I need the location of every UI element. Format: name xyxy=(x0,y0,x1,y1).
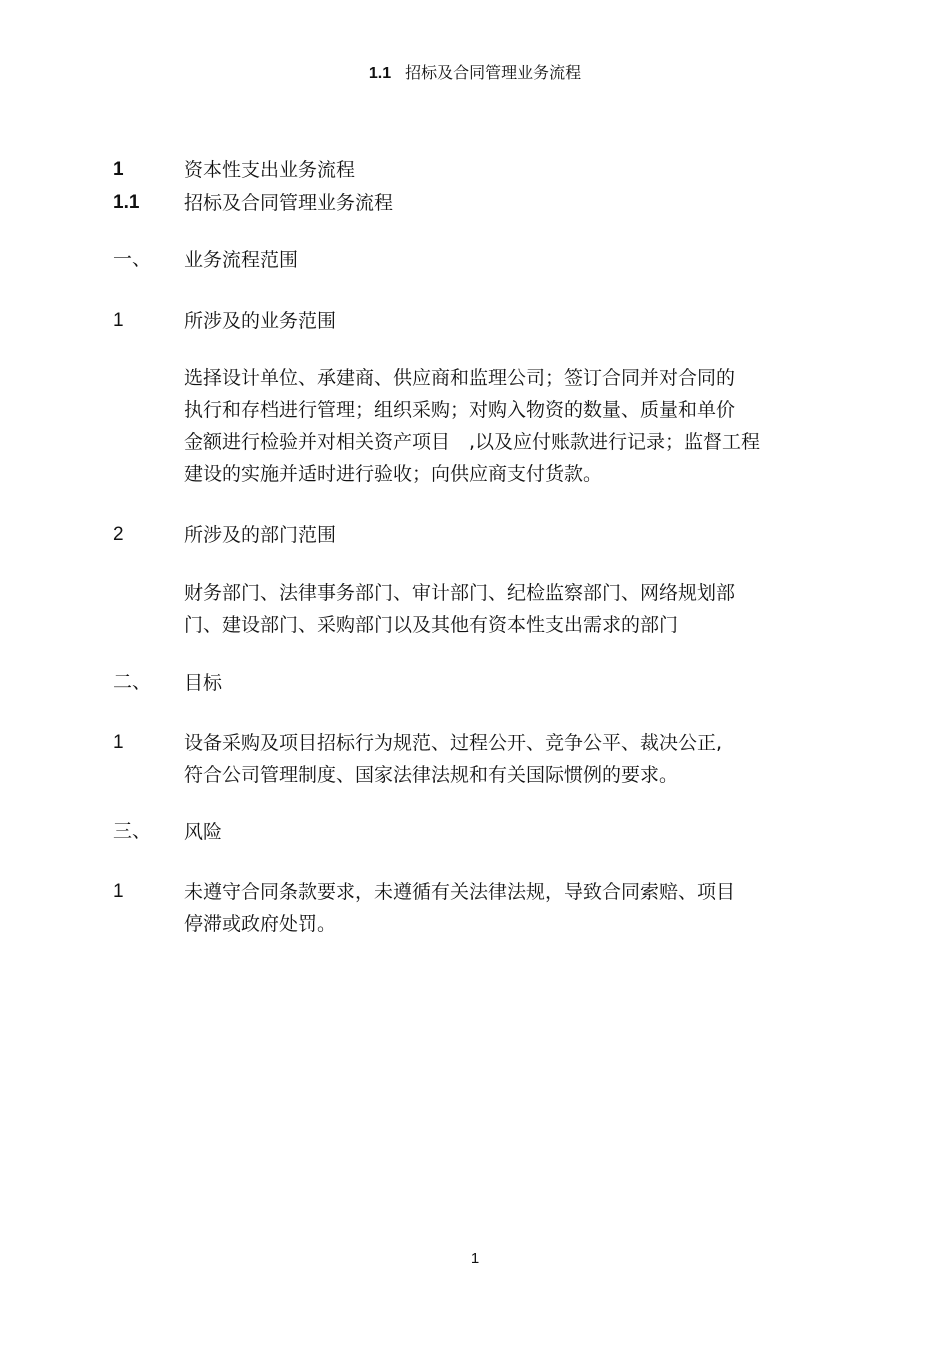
risk-1-continuation xyxy=(184,908,834,940)
risk-1-line: 未遵守合同条款要求，未遵循有关法律法规，导致合同索赔、项目 xyxy=(184,881,736,903)
goal-1-continuation xyxy=(184,759,834,791)
part-3-number: 三、 xyxy=(113,821,152,842)
part-2-number: 二、 xyxy=(113,672,152,693)
department-scope-paragraph xyxy=(184,577,834,641)
item-1-number: 1 xyxy=(113,310,124,331)
section-1-title: 资本性支出业务流程 xyxy=(184,159,356,181)
header-title: 招标及合同管理业务流程 xyxy=(405,63,582,82)
business-scope-paragraph xyxy=(184,362,834,490)
page-header xyxy=(0,62,950,85)
section-1-number: 1 xyxy=(113,159,124,180)
paragraph-line: 符合公司管理制度、国家法律法规和有关国际惯例的要求。 xyxy=(184,764,679,786)
paragraph-line: 门、建设部门、采购部门以及其他有资本性支出需求的部门 xyxy=(184,614,679,636)
item-2-title: 所涉及的部门范围 xyxy=(184,524,337,546)
paragraph-line: 财务部门、法律事务部门、审计部门、纪检监察部门、网络规划部 xyxy=(184,582,736,604)
page-number: 1 xyxy=(470,1250,480,1267)
section-1-1-number: 1.1 xyxy=(113,192,140,213)
part-1-title: 业务流程范围 xyxy=(184,249,299,271)
item-2-number: 2 xyxy=(113,524,124,545)
paragraph-line: 停滞或政府处罚。 xyxy=(184,913,337,935)
paragraph-line: 选择设计单位、承建商、供应商和监理公司；签订合同并对合同的 xyxy=(184,367,736,389)
paragraph-line: 建设的实施并适时进行验收；向供应商支付货款。 xyxy=(184,463,603,485)
part-3-title: 风险 xyxy=(184,821,223,843)
item-1-title: 所涉及的业务范围 xyxy=(184,310,337,332)
paragraph-line: 金额进行检验并对相关资产项目 ,以及应付账款进行记录；监督工程 xyxy=(184,431,761,453)
paragraph-line: 执行和存档进行管理；组织采购；对购入物资的数量、质量和单价 xyxy=(184,399,736,421)
part-2-title: 目标 xyxy=(184,672,223,694)
part-1-number: 一、 xyxy=(113,249,152,270)
header-number: 1.1 xyxy=(368,65,392,82)
goal-1-line: 设备采购及项目招标行为规范、过程公开、竞争公平、裁决公正, xyxy=(184,732,723,754)
goal-1-number: 1 xyxy=(113,732,124,753)
section-1-1-title: 招标及合同管理业务流程 xyxy=(184,192,394,214)
risk-1-number: 1 xyxy=(113,881,124,902)
